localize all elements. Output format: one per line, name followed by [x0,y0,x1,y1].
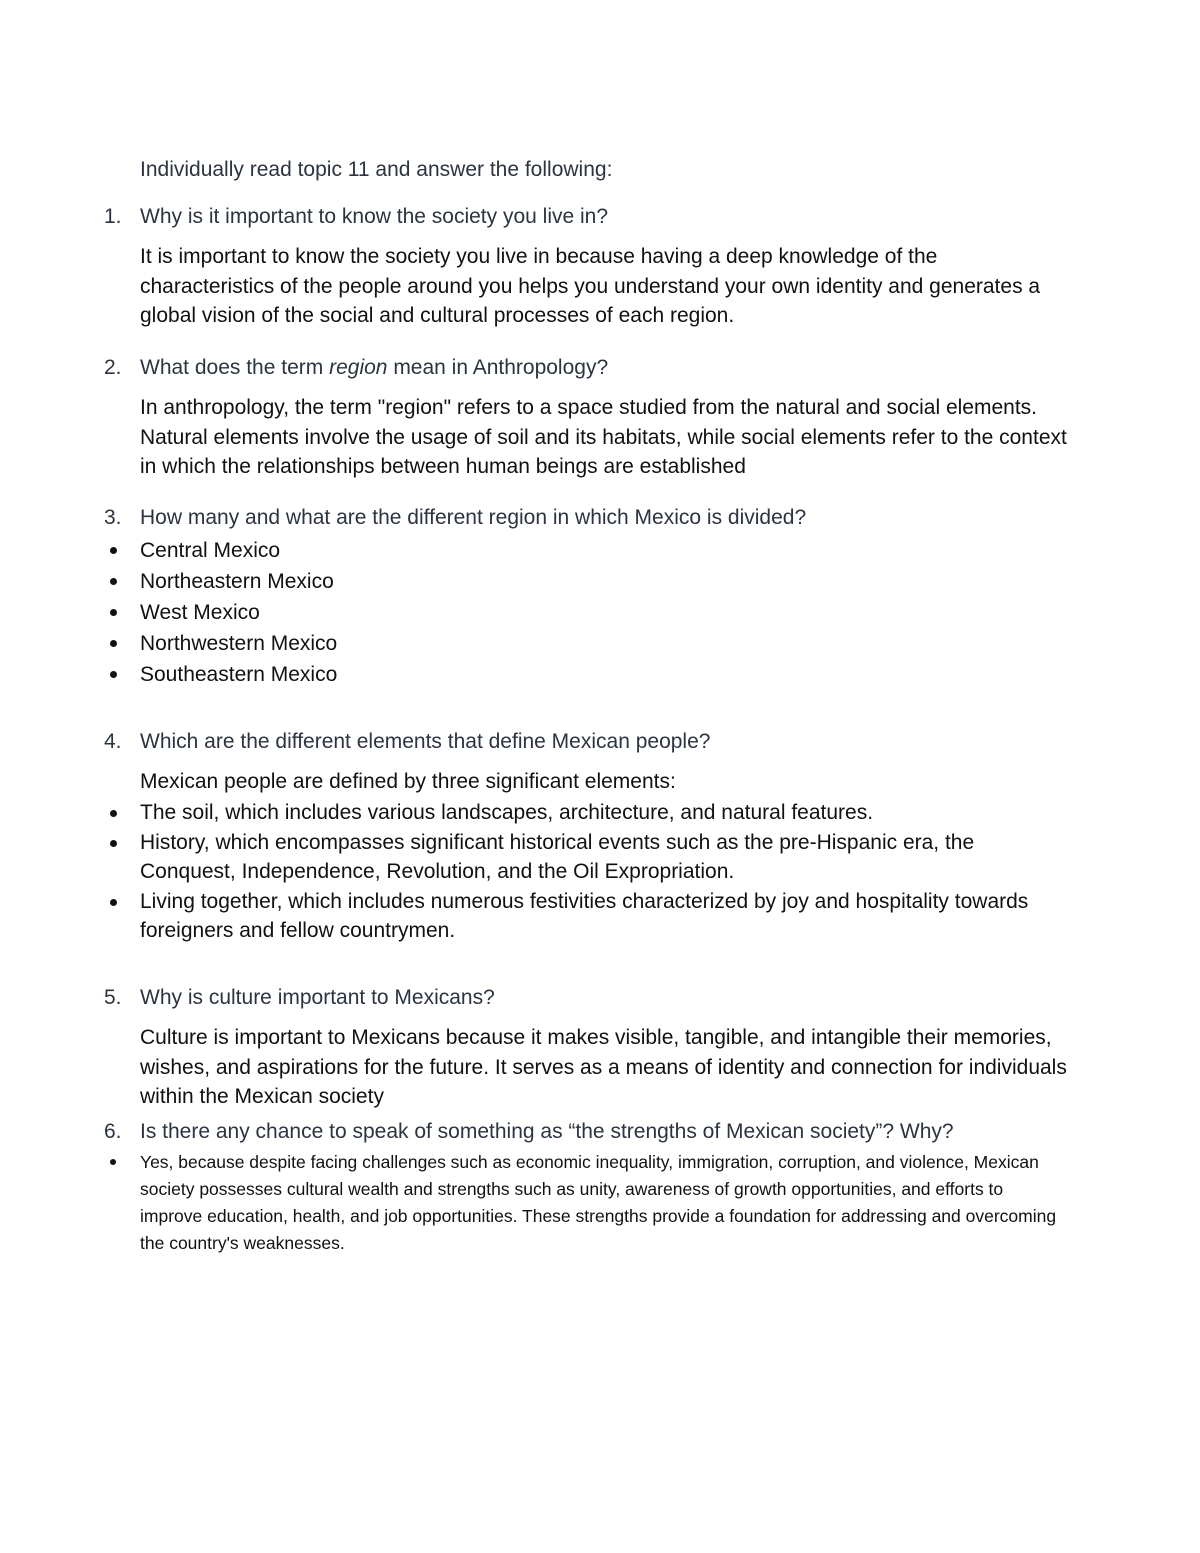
question-2-text-before: What does the term [140,356,330,379]
question-5 [104,986,1104,1010]
list-item: Southeastern Mexico [104,659,1064,690]
bullet-icon [110,609,117,616]
question-1-text: Why is it important to know the society you live in? [140,205,609,228]
question-3-number: 3. [104,506,122,529]
question-3 [104,506,1104,530]
strengths-list [104,1149,1064,1257]
bullet-icon [110,547,117,554]
question-6-number: 6. [104,1120,122,1143]
question-4 [104,730,1104,754]
question-2-number: 2. [104,356,122,379]
bullet-icon [110,899,117,906]
bullet-icon [110,671,117,678]
region-list [104,535,1064,690]
bullet-icon [110,578,117,585]
intro-instruction: Individually read topic 11 and answer the following: [140,158,613,181]
list-item: Yes, because despite facing challenges such as economic inequality, immigration, corruption, and violence, Mexican society possesses cultural wealth and strengths such as unity, awareness of growth opportunities, and efforts to improve education, health, and job opportunities. These strengths provide a foundation for addressing and overcoming the country's weaknesses. [104,1149,1064,1257]
question-5-text: Why is culture important to Mexicans? [140,986,495,1009]
elements-list [104,798,1064,946]
list-item: Central Mexico [104,535,1064,566]
question-2-text-after: mean in Anthropology? [387,356,609,379]
question-6-text: Is there any chance to speak of something as “the strengths of Mexican society”? Why? [140,1120,954,1143]
bullet-icon [110,810,117,817]
answer-5: Culture is important to Mexicans because it makes visible, tangible, and intangible their memories, wishes, and aspirations for the future. It serves as a means of identity and connection for individuals within the Mexican society [140,1026,1067,1108]
list-item: The soil, which includes various landscapes, architecture, and natural features. [104,798,1064,828]
bullet-icon [110,840,117,847]
question-3-text: How many and what are the different region in which Mexico is divided? [140,506,807,529]
answer-2: In anthropology, the term "region" refers to a space studied from the natural and social elements. Natural elements involve the usage of soil and its habitats, while social elements refer to the context in which the relationships between human beings are established [140,396,1067,478]
list-item: History, which encompasses significant historical events such as the pre-Hispanic era, the Conquest, Independence, Revolution, and the Oil Expropriation. [104,828,1064,887]
list-item: Living together, which includes numerous festivities characterized by joy and hospitality towards foreigners and fellow countrymen. [104,887,1064,946]
bullet-icon [110,640,117,647]
question-4-number: 4. [104,730,122,753]
question-2-emphasis: region [329,356,388,379]
question-5-number: 5. [104,986,122,1009]
answer-4-intro: Mexican people are defined by three significant elements: [140,770,676,793]
list-item: West Mexico [104,597,1064,628]
answer-1: It is important to know the society you live in because having a deep knowledge of the characteristics of the people around you helps you understand your own identity and generates a global vision of the social and cultural processes of each region. [140,245,1041,327]
question-1 [104,205,1104,229]
bullet-icon [110,1159,116,1165]
question-4-text: Which are the different elements that define Mexican people? [140,730,711,753]
question-1-number: 1. [104,205,122,228]
question-6 [104,1120,1104,1144]
list-item: Northwestern Mexico [104,628,1064,659]
list-item: Northeastern Mexico [104,566,1064,597]
question-2 [104,356,1104,380]
